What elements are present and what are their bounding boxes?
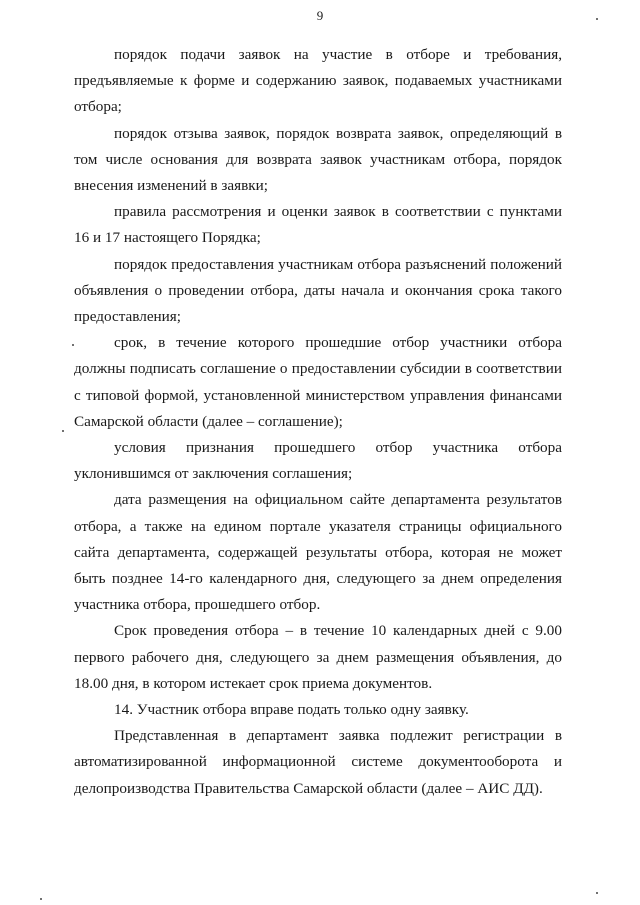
scan-speck	[596, 892, 598, 894]
paragraph-results-publication: дата размещения на официальном сайте департамента результатов отбора, а также на едином портале указателя страницы официального сайта департамента, содержащей результаты отбора, которая не может быть позднее 14-го календарного дня, следующего за днем определения участника отбора, прошедшего отбор.	[74, 491, 562, 614]
paragraph-agreement-deadline: срок, в течение которого прошедшие отбор участники отбора должны подписать соглашение о предоставлении субсидии в соответствии с типовой формой, установленной министерством управления финансами Самарской области (далее – соглашение);	[74, 334, 562, 430]
paragraph-withdrawal-procedure: порядок отзыва заявок, порядок возврата заявок, определяющий в том числе основания для возврата заявок участникам отбора, порядок внесения изменений в заявки;	[74, 124, 562, 195]
paragraph-registration: Представленная в департамент заявка подлежит регистрации в автоматизированной информационной системе документооборота и делопроизводства Правительства Самарской области (далее – АИС ДД).	[74, 727, 562, 797]
paragraph-review-rules: правила рассмотрения и оценки заявок в соответствии с пунктами 16 и 17 настоящего Порядка;	[74, 203, 562, 247]
document-body	[74, 42, 562, 802]
scan-speck	[72, 344, 74, 346]
scan-speck	[40, 898, 42, 900]
paragraph-single-application: 14. Участник отбора вправе подать только одну заявку.	[114, 701, 469, 719]
page-number: 9	[316, 8, 324, 23]
scan-speck	[62, 430, 64, 432]
paragraph-application-procedure: порядок подачи заявок на участие в отборе и требования, предъявляемые к форме и содержанию заявок, подаваемых участниками отбора;	[74, 46, 562, 116]
paragraph-selection-period: Срок проведения отбора – в течение 10 календарных дней с 9.00 первого рабочего дня, следующего за днем размещения объявления, до 18.00 дня, в котором истекает срок приема документов.	[74, 622, 562, 692]
paragraph-clarification-procedure: порядок предоставления участникам отбора разъяснений положений объявления о проведении отбора, даты начала и окончания срока такого предоставления;	[74, 255, 562, 326]
scan-speck	[596, 18, 598, 20]
paragraph-evasion-conditions: условия признания прошедшего отбор участника отбора уклонившимся от заключения соглашения;	[74, 439, 562, 483]
